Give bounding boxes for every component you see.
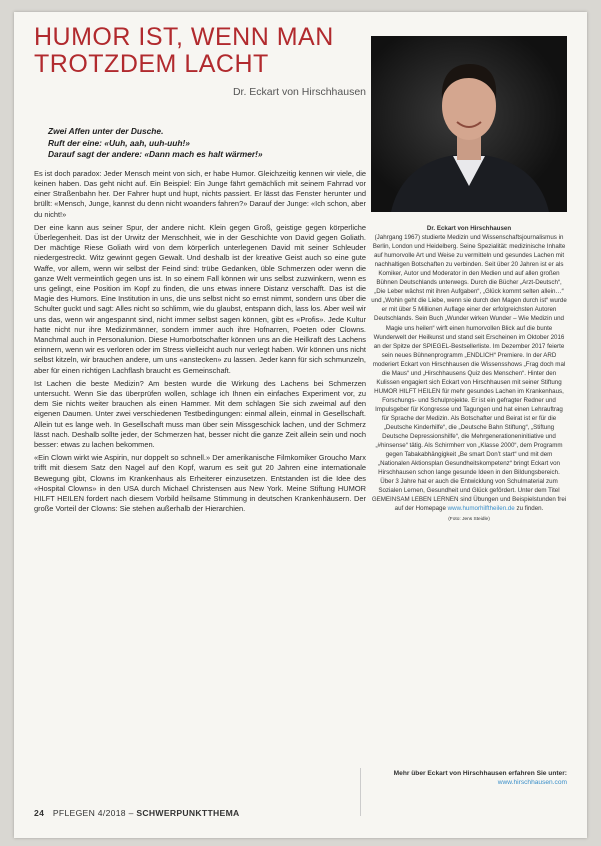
page-number: 24 (34, 808, 45, 818)
more-info (371, 769, 567, 787)
more-info-text: Mehr über Eckart von Hirschhausen erfahren Sie unter: (393, 770, 567, 777)
intro-quote (48, 126, 366, 161)
page-footer (34, 808, 567, 818)
quote-line: Ruft der eine: «Uuh, aah, uuh-uuh!» (48, 137, 190, 148)
more-info-link[interactable]: www.hirschhausen.com (497, 779, 567, 786)
paragraph: Es ist doch paradox: Jeder Mensch meint von sich, er habe Humor. Gleichzeitig kennen wir viele, die keinen haben. Das geht nicht auf. Ein Beispiel: Ein Junge fährt gemächlich mit seinem Fahrrad vor einer Straßenbahn her. Der Fahrer hupt und hupt, nichts passiert. Er lässt das Fenster herunter und brüllt: «Mensch, Junge, kannst du denn nicht woanders fahren?» Darauf der Junge: «Ich schon, aber du nicht!» (34, 168, 367, 219)
paragraph: Der eine kann aus seiner Spur, der andere nicht. Klein gegen Groß, geistige gegen körperliche Überlegenheit. Das ist der Urwitz der Menschheit, wie in der Geschichte von David gegen Goliath. Der mächtige Riese Goliath wird von dem körperlich unterlegenen David mit seiner Schleuder niedergestreckt. Witz gewinnt gegen Gewalt. Und deshalb ist der kreative Geist auch so eine gute Waffe, vor allem, wenn wir selbst der Feind sind: trübe Gedanken, üble Schmerzen oder wenn die ganze Welt vermeintlich gegen uns ist. In so einem Fall können wir uns selbst zuzwinkern, wenn es uns gelingt, eine Position im Kopf zu finden, die uns etwas innere Distanz verschafft. Das ist die Magie des Humors. Eine Institution in uns, die uns selbst nicht so ernst nimmt, sondern uns über die Schulter guckt und sagt: Alles nicht so schlimm, wie du glaubst, entspann dich, lass los. Aber weil wir uns das, wenn wir angespannt sind, nicht immer selbst sagen können, gibt es «Profis». Jede Kultur hatte nicht nur ihre Medizinmänner, sondern immer auch ihre Hofnarren, Poeten oder Clowns. Manchmal auch in Personalunion. Diese Humorbotschafter können uns an die Heilkraft des Lachens erinnern, wenn wir es verloren oder im Stress vielleicht auch nur verlegt haben. Wir können uns nicht selbst kitzeln, wir brauchen andere, um uns «anstecken» zu lassen. Jeder kann für sich schmunzeln, aber für einen richtigen Lachflash braucht es Gemeinschaft. (34, 222, 366, 375)
article-title: HUMOR IST, WENN MAN TROTZDEM LACHT (34, 23, 334, 78)
bio-lead: Dr. Eckart von Hirschhausen (426, 225, 512, 232)
author-sidebar (371, 36, 567, 524)
magazine-page (14, 12, 587, 838)
paragraph: Ist Lachen die beste Medizin? Am besten wurde die Wirkung des Lachens bei Schmerzen untersucht. Wenn Sie das überprüfen wollen, schlage ich Ihnen ein einfaches Experiment vor, zu dem Sie nichts weiter brauchen als einen Hammer. Mit dem schlagen Sie sich zweimal auf den eigenen Daumen. Unter zwei verschiedenen Testbedingungen: einmal allein, einmal in Gesellschaft. Allein tut es lange weh. In Gesellschaft muss man über sein Missgeschick lachen, und der Schmerz lässt nach. Deshalb sollte jeder, der Schmerzen hat, besser nicht die ganze Zeit allein sein und noch besser: etwas zu lachen bekommen. (34, 378, 366, 450)
bio-text: (Jahrgang 1967) studierte Medizin und Wissenschaftsjournalismus in Berlin, London und Heidelberg. Seine Spezialität: medizinische Inhalte auf humorvolle Art und Weise zu vermitteln und gesundes Lachen mit nachhaltigen Botschaften zu verbinden. Seit über 20 Jahren ist er als Komiker, Autor und Moderator in den Medien und auf allen großen Bühnen Deutschlands unterwegs. Durch die Bücher „Arzt-Deutsch“, „Die Leber wächst mit ihren Aufgaben“, „Glück kommt selten allein…“ und „Wohin geht die Liebe, wenn sie durch den Magen durch ist“ wurde er mit über 5 Millionen Auflage einer der erfolgreichsten Autoren Deutschlands. Sein Buch „Wunder wirken Wunder – Wie Medizin und Magie uns heilen“ wirft einen humorvollen Blick auf die bunte Wunderwelt der Heilkunst und stand seit Erscheinen im Oktober 2016 an der Spitze der SPIEGEL-Bestsellerliste. Im Dezember 2017 feierte sein neues Bühnenprogramm „ENDLICH“ Premiere. In der ARD moderiert Eckart von Hirschhausen die Wissensshows „Frag doch mal die Maus“ und „Hirschhausens Quiz des Menschen“. Hinter den Kulissen engagiert sich Eckart von Hirschhausen mit seiner Stiftung HUMOR HILFT HEILEN für mehr gesundes Lachen im Krankenhaus, Forschungs- und Schulprojekte. Er ist ein gefragter Redner und Impulsgeber für Kongresse und Tagungen und hat einen Lehrauftrag für Sprache der Medizin. Als Botschafter und Beirat ist er für die „Deutsche Kinderhilfe“, die „Deutsche Bahn Stiftung“, „Stiftung Deutsche Depressionshilfe“, die Mehrgenerationeninitiative und „#hinsense“ tätig. Als Schirmherr von „Klasse 2000“, dem Programm gegen Tabakabhängigkeit „Be smart Don’t start“ und mit dem „Nationalen Aktionsplan Gesundheitskompetenz“ bringt Eckart von Hirschhausen schon lange gesunde Ideen in den Bildungsbereich. Über 3 Jahre hat er auch die Entwicklung von Schulmaterial zum Sozialen Lernen, Gesundheit und Glück gefördert. Unter dem Titel GEMEINSAM LEBEN LERNEN sind Übungen und Beispielstunden frei auf der Homepage (371, 234, 567, 513)
portrait-illustration (371, 36, 567, 212)
magazine-name: PFLEGEN (52, 808, 96, 818)
issue-number: 4/2018 (97, 808, 126, 818)
article-author: Dr. Eckart von Hirschhausen (232, 86, 366, 98)
footer-separator: – (128, 808, 134, 818)
paragraph: «Ein Clown wirkt wie Aspirin, nur doppelt so schnell.» Der amerikanische Filmkomiker Groucho Marx trifft mit diesem Satz den Nagel auf den Kopf, warum es seit gut 20 Jahren eine internationale Bewegung gibt, Clowns im Krankenhaus als Erheiterer einzusetzen. Entstanden ist die Idee des «Hospital Clowns» in den USA durch Michael Christensen aus New York. Meine Stiftung HUMOR HILFT HEILEN fordert nach diesem Vorbild heilsame Stimmung in deutschen Krankenhäusern. Der große Vorteil der Clowns: Sie stehen außerhalb der Hierarchien. (34, 453, 366, 514)
quote-line: Darauf sagt der andere: «Dann mach es halt wärmer!» (48, 149, 263, 160)
bio-website-link[interactable]: www.humorhilftheilen.de (447, 505, 515, 513)
quote-line: Zwei Affen unter der Dusche. (48, 126, 164, 136)
article-body (34, 169, 366, 515)
section-name: SCHWERPUNKTTHEMA (136, 808, 240, 818)
author-bio (371, 224, 567, 524)
author-photo (371, 36, 567, 212)
photo-credit: (Foto: Jens Steidle) (448, 516, 490, 522)
bio-tail: zu finden. (516, 505, 544, 513)
article-column (34, 24, 366, 517)
